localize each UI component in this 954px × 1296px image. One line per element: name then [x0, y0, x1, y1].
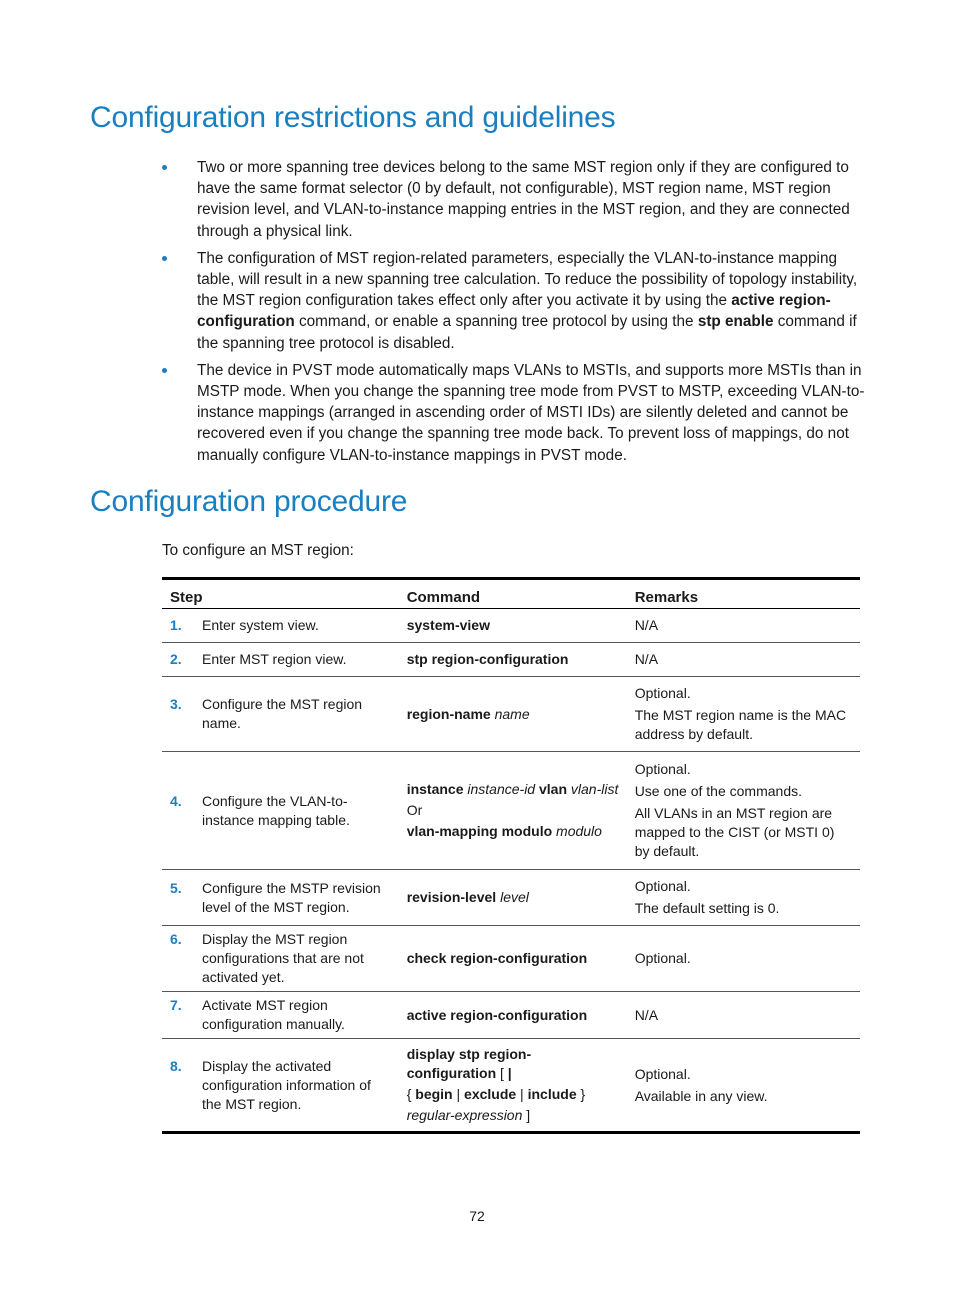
table-row	[162, 609, 860, 643]
command-token: display stp region-configuration	[406, 1046, 532, 1081]
step-cell	[162, 1039, 399, 1133]
remarks-cell	[627, 926, 860, 992]
command-token: |	[452, 1086, 465, 1102]
remarks-cell	[627, 992, 860, 1039]
command-token: |	[516, 1086, 528, 1102]
command-token: modulo	[556, 823, 602, 839]
command-token: stp region-configuration	[406, 651, 569, 667]
step-number: 3.	[170, 696, 182, 712]
remark-text: The default setting is 0.	[634, 900, 780, 916]
table-header-row	[162, 579, 860, 609]
remark-text: Available in any view.	[634, 1087, 768, 1104]
command-token: Or	[406, 802, 423, 818]
step-number: 7.	[170, 997, 182, 1013]
step-number: 4.	[170, 792, 182, 809]
step-cell	[162, 609, 399, 643]
step-cell	[162, 870, 399, 926]
step-cell	[162, 992, 399, 1039]
command-token: instance-id	[467, 781, 539, 797]
table-body	[162, 609, 860, 1133]
step-number: 1.	[170, 617, 182, 633]
step-description: Configure the VLAN-to-instance mapping table.	[202, 792, 350, 828]
command-cell	[399, 992, 627, 1039]
command-token: }	[576, 1086, 586, 1102]
command-cell	[399, 609, 627, 643]
command-line	[407, 780, 619, 799]
command-cell	[399, 1039, 627, 1133]
table-row	[162, 1039, 860, 1133]
step-description: Configure the MSTP revision level of the MST region.	[202, 879, 381, 915]
remark-text: N/A	[634, 1006, 659, 1023]
command-token: include	[527, 1086, 577, 1102]
command-token: instance	[406, 781, 468, 797]
command-cell	[399, 643, 627, 677]
guideline-item	[162, 157, 867, 242]
remarks-cell	[627, 1039, 860, 1133]
step-number: 6.	[170, 931, 182, 947]
command-token: vlan-list	[570, 781, 619, 797]
command-line	[407, 822, 619, 841]
command-line	[407, 801, 619, 820]
command-token: system-view	[406, 617, 490, 633]
guideline-text: command, or enable a spanning tree protocol by using the	[294, 313, 698, 331]
remarks-cell	[627, 752, 860, 870]
remark-text: Optional.	[634, 1065, 691, 1082]
step-cell	[162, 677, 399, 752]
command-token: begin	[415, 1086, 453, 1102]
header-command: Command	[399, 579, 627, 609]
command-token: name	[494, 705, 530, 722]
command-token: [	[496, 1065, 508, 1081]
remarks-cell	[627, 677, 860, 752]
command-line	[407, 616, 619, 635]
guideline-text: The configuration of MST region-related parameters, especially the VLAN-to-instance mapping table, will result in a new spanning tree calculation. To reduce the possibility of topology instability, the MST region configuration takes effect only after you activate it by using the	[197, 249, 858, 310]
command-token: level	[500, 889, 529, 905]
command-cell	[399, 870, 627, 926]
table-row	[162, 992, 860, 1039]
guideline-text: active region-configuration	[197, 292, 831, 331]
command-line	[407, 1106, 619, 1125]
table-row	[162, 870, 860, 926]
step-number: 8.	[170, 1057, 182, 1074]
remark-text: Optional.	[634, 950, 691, 966]
remark-text: Use one of the commands.	[634, 783, 802, 799]
command-cell	[399, 677, 627, 752]
step-number: 5.	[170, 879, 182, 896]
command-token: vlan	[538, 781, 571, 797]
command-line	[407, 1045, 619, 1083]
command-cell	[399, 752, 627, 870]
remarks-cell	[627, 870, 860, 926]
command-token: active region-configuration	[406, 1006, 588, 1023]
command-token: |	[507, 1065, 512, 1081]
table-row	[162, 752, 860, 870]
guideline-text: command if the spanning tree protocol is disabled.	[197, 313, 857, 352]
step-description: Activate MST region configuration manually.	[202, 997, 345, 1032]
command-token: revision-level	[406, 889, 501, 905]
command-line	[407, 650, 619, 669]
remark-text: All VLANs in an MST region are mapped to the CIST (or MSTI 0) by default.	[634, 805, 835, 859]
step-cell	[162, 926, 399, 992]
guideline-text: The device in PVST mode automatically maps VLANs to MSTIs, and supports more MSTIs than in MSTP mode. When you change the spanning tree mode from PVST to MSTP, exceeding VLAN-to-instance mappings (arranged in ascending order of MSTI IDs) are silently deleted and cannot be recovered even if you change the spanning tree mode back. To prevent loss of mappings, do not manually configure VLAN-to-instance mappings in PVST mode.	[197, 361, 865, 464]
remark-text: Optional.	[634, 685, 691, 701]
command-line	[407, 705, 619, 724]
step-description: Enter MST region view.	[202, 651, 347, 667]
bullet-icon	[162, 368, 167, 373]
guideline-text: stp enable	[697, 313, 774, 331]
remark-text: Optional.	[634, 878, 691, 894]
command-token: region-name	[406, 705, 495, 722]
step-description: Enter system view.	[202, 617, 319, 633]
command-token: regular-expression	[406, 1107, 523, 1123]
remarks-cell	[627, 643, 860, 677]
bullet-icon	[162, 165, 167, 170]
command-line	[407, 949, 619, 968]
step-number: 2.	[170, 651, 182, 667]
guidelines-list	[162, 157, 867, 472]
guideline-item	[162, 360, 867, 466]
bullet-icon	[162, 256, 167, 261]
remark-text: N/A	[634, 617, 659, 633]
command-cell	[399, 926, 627, 992]
table-row	[162, 677, 860, 752]
command-line	[407, 888, 619, 907]
procedure-table	[162, 577, 860, 1134]
table-row	[162, 643, 860, 677]
section-heading-restrictions: Configuration restrictions and guidelines	[90, 101, 616, 134]
section-heading-procedure: Configuration procedure	[90, 485, 408, 518]
step-description: Configure the MST region name.	[202, 696, 363, 731]
step-description: Display the MST region configurations that are not activated yet.	[202, 931, 364, 985]
guideline-item	[162, 248, 867, 354]
remark-text: N/A	[634, 651, 659, 667]
command-token: check region-configuration	[406, 950, 588, 966]
command-line	[407, 1085, 619, 1104]
command-token: vlan-mapping modulo	[406, 823, 557, 839]
step-cell	[162, 643, 399, 677]
guideline-text: Two or more spanning tree devices belong to the same MST region only if they are configured to have the same format selector (0 by default, not configurable), MST region name, MST region revision level, and VLAN-to-instance mapping entries in the MST region, and they are connected through a physical link.	[197, 159, 850, 240]
command-token: {	[406, 1086, 416, 1102]
step-cell	[162, 752, 399, 870]
procedure-intro: To configure an MST region:	[162, 542, 354, 559]
command-token: exclude	[464, 1086, 517, 1102]
command-token: ]	[522, 1107, 531, 1123]
table-row	[162, 926, 860, 992]
command-line	[407, 1006, 619, 1025]
header-step: Step	[162, 579, 399, 609]
remark-text: Optional.	[634, 761, 691, 777]
step-description: Display the activated configuration information of the MST region.	[202, 1057, 371, 1112]
header-remarks: Remarks	[627, 579, 860, 609]
remark-text: The MST region name is the MAC address by default.	[634, 707, 847, 742]
remarks-cell	[627, 609, 860, 643]
page-number: 72	[469, 1208, 485, 1224]
